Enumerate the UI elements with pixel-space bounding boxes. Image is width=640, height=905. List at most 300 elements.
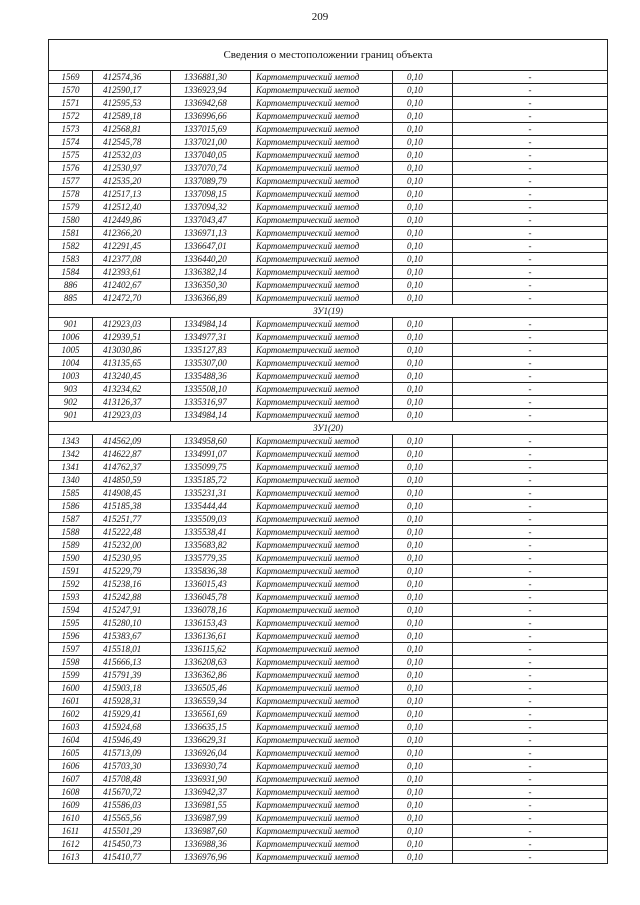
method-cell: Картометрический метод xyxy=(251,214,393,227)
point-number-cell: 1341 xyxy=(49,461,93,474)
point-number-cell: 1605 xyxy=(49,747,93,760)
precision-cell: 0,10 xyxy=(393,409,453,422)
point-number-cell: 1592 xyxy=(49,578,93,591)
precision-cell: 0,10 xyxy=(393,214,453,227)
y-coordinate-cell: 1334991,07 xyxy=(171,448,251,461)
precision-cell: 0,10 xyxy=(393,97,453,110)
point-number-cell: 1606 xyxy=(49,760,93,773)
method-cell: Картометрический метод xyxy=(251,188,393,201)
description-cell: - xyxy=(453,253,608,266)
x-coordinate-cell: 412472,70 xyxy=(93,292,171,305)
method-cell: Картометрический метод xyxy=(251,773,393,786)
y-coordinate-cell: 1337040,05 xyxy=(171,149,251,162)
y-coordinate-cell: 1336350,30 xyxy=(171,279,251,292)
y-coordinate-cell: 1337098,15 xyxy=(171,188,251,201)
method-cell: Картометрический метод xyxy=(251,292,393,305)
x-coordinate-cell: 412402,67 xyxy=(93,279,171,292)
point-number-cell: 1595 xyxy=(49,617,93,630)
table-row xyxy=(49,409,608,422)
method-cell: Картометрический метод xyxy=(251,799,393,812)
precision-cell: 0,10 xyxy=(393,71,453,84)
table-row xyxy=(49,136,608,149)
x-coordinate-cell: 415501,29 xyxy=(93,825,171,838)
table-row xyxy=(49,188,608,201)
y-coordinate-cell: 1335307,00 xyxy=(171,357,251,370)
table-row xyxy=(49,487,608,500)
x-coordinate-cell: 415929,41 xyxy=(93,708,171,721)
table-title-row xyxy=(49,40,608,71)
description-cell: - xyxy=(453,591,608,604)
method-cell: Картометрический метод xyxy=(251,513,393,526)
x-coordinate-cell: 412939,51 xyxy=(93,331,171,344)
table-row xyxy=(49,253,608,266)
description-cell: - xyxy=(453,71,608,84)
x-coordinate-cell: 413030,86 xyxy=(93,344,171,357)
description-cell: - xyxy=(453,162,608,175)
table-row xyxy=(49,591,608,604)
precision-cell: 0,10 xyxy=(393,760,453,773)
table-row xyxy=(49,318,608,331)
precision-cell: 0,10 xyxy=(393,565,453,578)
point-number-cell: 1612 xyxy=(49,838,93,851)
x-coordinate-cell: 415713,09 xyxy=(93,747,171,760)
point-number-cell: 1593 xyxy=(49,591,93,604)
description-cell: - xyxy=(453,84,608,97)
method-cell: Картометрический метод xyxy=(251,136,393,149)
point-number-cell: 1585 xyxy=(49,487,93,500)
precision-cell: 0,10 xyxy=(393,162,453,175)
table-row xyxy=(49,578,608,591)
x-coordinate-cell: 412535,20 xyxy=(93,175,171,188)
x-coordinate-cell: 412589,18 xyxy=(93,110,171,123)
point-number-cell: 1600 xyxy=(49,682,93,695)
x-coordinate-cell: 415185,38 xyxy=(93,500,171,513)
method-cell: Картометрический метод xyxy=(251,643,393,656)
precision-cell: 0,10 xyxy=(393,656,453,669)
x-coordinate-cell: 415703,30 xyxy=(93,760,171,773)
precision-cell: 0,10 xyxy=(393,136,453,149)
point-number-cell: 1582 xyxy=(49,240,93,253)
precision-cell: 0,10 xyxy=(393,539,453,552)
point-number-cell: 902 xyxy=(49,396,93,409)
y-coordinate-cell: 1335127,83 xyxy=(171,344,251,357)
point-number-cell: 903 xyxy=(49,383,93,396)
x-coordinate-cell: 415280,10 xyxy=(93,617,171,630)
y-coordinate-cell: 1336976,96 xyxy=(171,851,251,864)
point-number-cell: 1580 xyxy=(49,214,93,227)
method-cell: Картометрический метод xyxy=(251,591,393,604)
description-cell: - xyxy=(453,279,608,292)
x-coordinate-cell: 414850,59 xyxy=(93,474,171,487)
x-coordinate-cell: 412393,61 xyxy=(93,266,171,279)
table-title: Сведения о местоположении границ объекта xyxy=(49,40,608,71)
x-coordinate-cell: 415232,00 xyxy=(93,539,171,552)
table-row xyxy=(49,695,608,708)
precision-cell: 0,10 xyxy=(393,617,453,630)
point-number-cell: 1597 xyxy=(49,643,93,656)
method-cell: Картометрический метод xyxy=(251,318,393,331)
description-cell: - xyxy=(453,760,608,773)
table-row xyxy=(49,396,608,409)
y-coordinate-cell: 1336881,30 xyxy=(171,71,251,84)
description-cell: - xyxy=(453,409,608,422)
description-cell: - xyxy=(453,617,608,630)
point-number-cell: 1003 xyxy=(49,370,93,383)
method-cell: Картометрический метод xyxy=(251,253,393,266)
method-cell: Картометрический метод xyxy=(251,760,393,773)
description-cell: - xyxy=(453,266,608,279)
point-number-cell: 1586 xyxy=(49,500,93,513)
precision-cell: 0,10 xyxy=(393,240,453,253)
table-row xyxy=(49,84,608,97)
y-coordinate-cell: 1336987,99 xyxy=(171,812,251,825)
method-cell: Картометрический метод xyxy=(251,110,393,123)
x-coordinate-cell: 412568,81 xyxy=(93,123,171,136)
table-row xyxy=(49,825,608,838)
description-cell: - xyxy=(453,344,608,357)
y-coordinate-cell: 1336981,55 xyxy=(171,799,251,812)
precision-cell: 0,10 xyxy=(393,175,453,188)
y-coordinate-cell: 1335231,31 xyxy=(171,487,251,500)
description-cell: - xyxy=(453,487,608,500)
point-number-cell: 1604 xyxy=(49,734,93,747)
description-cell: - xyxy=(453,604,608,617)
section-label: ЗУ1(19) xyxy=(49,305,608,318)
table-row xyxy=(49,110,608,123)
description-cell: - xyxy=(453,188,608,201)
table-row xyxy=(49,97,608,110)
x-coordinate-cell: 415230,95 xyxy=(93,552,171,565)
table-row xyxy=(49,734,608,747)
table-row xyxy=(49,669,608,682)
description-cell: - xyxy=(453,747,608,760)
precision-cell: 0,10 xyxy=(393,747,453,760)
point-number-cell: 1611 xyxy=(49,825,93,838)
x-coordinate-cell: 413135,65 xyxy=(93,357,171,370)
x-coordinate-cell: 415247,91 xyxy=(93,604,171,617)
precision-cell: 0,10 xyxy=(393,370,453,383)
precision-cell: 0,10 xyxy=(393,500,453,513)
method-cell: Картометрический метод xyxy=(251,721,393,734)
y-coordinate-cell: 1336382,14 xyxy=(171,266,251,279)
x-coordinate-cell: 415518,01 xyxy=(93,643,171,656)
x-coordinate-cell: 415410,77 xyxy=(93,851,171,864)
y-coordinate-cell: 1336926,04 xyxy=(171,747,251,760)
method-cell: Картометрический метод xyxy=(251,695,393,708)
x-coordinate-cell: 414562,09 xyxy=(93,435,171,448)
y-coordinate-cell: 1335538,41 xyxy=(171,526,251,539)
method-cell: Картометрический метод xyxy=(251,747,393,760)
precision-cell: 0,10 xyxy=(393,266,453,279)
description-cell: - xyxy=(453,396,608,409)
method-cell: Картометрический метод xyxy=(251,331,393,344)
description-cell: - xyxy=(453,448,608,461)
table-row xyxy=(49,747,608,760)
description-cell: - xyxy=(453,435,608,448)
method-cell: Картометрический метод xyxy=(251,409,393,422)
x-coordinate-cell: 415383,67 xyxy=(93,630,171,643)
description-cell: - xyxy=(453,500,608,513)
y-coordinate-cell: 1336559,34 xyxy=(171,695,251,708)
point-number-cell: 1006 xyxy=(49,331,93,344)
method-cell: Картометрический метод xyxy=(251,669,393,682)
precision-cell: 0,10 xyxy=(393,812,453,825)
point-number-cell: 1573 xyxy=(49,123,93,136)
table-row xyxy=(49,370,608,383)
point-number-cell: 1581 xyxy=(49,227,93,240)
point-number-cell: 1578 xyxy=(49,188,93,201)
method-cell: Картометрический метод xyxy=(251,838,393,851)
precision-cell: 0,10 xyxy=(393,201,453,214)
x-coordinate-cell: 412530,97 xyxy=(93,162,171,175)
x-coordinate-cell: 415670,72 xyxy=(93,786,171,799)
table-row xyxy=(49,201,608,214)
description-cell: - xyxy=(453,461,608,474)
x-coordinate-cell: 415791,39 xyxy=(93,669,171,682)
description-cell: - xyxy=(453,175,608,188)
point-number-cell: 1579 xyxy=(49,201,93,214)
x-coordinate-cell: 415251,77 xyxy=(93,513,171,526)
method-cell: Картометрический метод xyxy=(251,461,393,474)
precision-cell: 0,10 xyxy=(393,84,453,97)
precision-cell: 0,10 xyxy=(393,578,453,591)
description-cell: - xyxy=(453,214,608,227)
table-row xyxy=(49,526,608,539)
y-coordinate-cell: 1336136,61 xyxy=(171,630,251,643)
point-number-cell: 1607 xyxy=(49,773,93,786)
boundary-coordinates-table xyxy=(48,39,608,864)
method-cell: Картометрический метод xyxy=(251,578,393,591)
description-cell: - xyxy=(453,734,608,747)
y-coordinate-cell: 1335683,82 xyxy=(171,539,251,552)
method-cell: Картометрический метод xyxy=(251,279,393,292)
method-cell: Картометрический метод xyxy=(251,149,393,162)
y-coordinate-cell: 1336115,62 xyxy=(171,643,251,656)
description-cell: - xyxy=(453,526,608,539)
description-cell: - xyxy=(453,682,608,695)
point-number-cell: 1343 xyxy=(49,435,93,448)
point-number-cell: 901 xyxy=(49,318,93,331)
x-coordinate-cell: 415450,73 xyxy=(93,838,171,851)
point-number-cell: 901 xyxy=(49,409,93,422)
x-coordinate-cell: 413234,62 xyxy=(93,383,171,396)
table-row xyxy=(49,383,608,396)
table-row xyxy=(49,123,608,136)
method-cell: Картометрический метод xyxy=(251,617,393,630)
point-number-cell: 1577 xyxy=(49,175,93,188)
method-cell: Картометрический метод xyxy=(251,448,393,461)
point-number-cell: 885 xyxy=(49,292,93,305)
y-coordinate-cell: 1336629,31 xyxy=(171,734,251,747)
method-cell: Картометрический метод xyxy=(251,825,393,838)
x-coordinate-cell: 415928,31 xyxy=(93,695,171,708)
point-number-cell: 1340 xyxy=(49,474,93,487)
precision-cell: 0,10 xyxy=(393,279,453,292)
method-cell: Картометрический метод xyxy=(251,487,393,500)
method-cell: Картометрический метод xyxy=(251,552,393,565)
precision-cell: 0,10 xyxy=(393,149,453,162)
point-number-cell: 1569 xyxy=(49,71,93,84)
precision-cell: 0,10 xyxy=(393,110,453,123)
precision-cell: 0,10 xyxy=(393,604,453,617)
point-number-cell: 1590 xyxy=(49,552,93,565)
y-coordinate-cell: 1335836,38 xyxy=(171,565,251,578)
precision-cell: 0,10 xyxy=(393,708,453,721)
precision-cell: 0,10 xyxy=(393,643,453,656)
table-row xyxy=(49,331,608,344)
table-row xyxy=(49,773,608,786)
precision-cell: 0,10 xyxy=(393,383,453,396)
precision-cell: 0,10 xyxy=(393,838,453,851)
table-row xyxy=(49,500,608,513)
table-row xyxy=(49,760,608,773)
table-row xyxy=(49,799,608,812)
y-coordinate-cell: 1334984,14 xyxy=(171,318,251,331)
point-number-cell: 1572 xyxy=(49,110,93,123)
x-coordinate-cell: 415222,48 xyxy=(93,526,171,539)
x-coordinate-cell: 415565,56 xyxy=(93,812,171,825)
method-cell: Картометрический метод xyxy=(251,357,393,370)
precision-cell: 0,10 xyxy=(393,396,453,409)
description-cell: - xyxy=(453,292,608,305)
section-label: ЗУ1(20) xyxy=(49,422,608,435)
table-row xyxy=(49,175,608,188)
y-coordinate-cell: 1336635,15 xyxy=(171,721,251,734)
x-coordinate-cell: 412291,45 xyxy=(93,240,171,253)
point-number-cell: 1571 xyxy=(49,97,93,110)
y-coordinate-cell: 1336208,63 xyxy=(171,656,251,669)
point-number-cell: 1596 xyxy=(49,630,93,643)
description-cell: - xyxy=(453,656,608,669)
x-coordinate-cell: 413240,45 xyxy=(93,370,171,383)
y-coordinate-cell: 1335508,10 xyxy=(171,383,251,396)
table-row xyxy=(49,838,608,851)
precision-cell: 0,10 xyxy=(393,435,453,448)
description-cell: - xyxy=(453,123,608,136)
description-cell: - xyxy=(453,669,608,682)
precision-cell: 0,10 xyxy=(393,253,453,266)
x-coordinate-cell: 414622,87 xyxy=(93,448,171,461)
precision-cell: 0,10 xyxy=(393,513,453,526)
y-coordinate-cell: 1336930,74 xyxy=(171,760,251,773)
method-cell: Картометрический метод xyxy=(251,812,393,825)
y-coordinate-cell: 1337043,47 xyxy=(171,214,251,227)
y-coordinate-cell: 1337070,74 xyxy=(171,162,251,175)
precision-cell: 0,10 xyxy=(393,526,453,539)
description-cell: - xyxy=(453,240,608,253)
x-coordinate-cell: 412512,40 xyxy=(93,201,171,214)
x-coordinate-cell: 415946,49 xyxy=(93,734,171,747)
y-coordinate-cell: 1336988,36 xyxy=(171,838,251,851)
description-cell: - xyxy=(453,370,608,383)
table-body xyxy=(49,40,608,864)
precision-cell: 0,10 xyxy=(393,591,453,604)
point-number-cell: 1004 xyxy=(49,357,93,370)
point-number-cell: 1342 xyxy=(49,448,93,461)
y-coordinate-cell: 1336153,43 xyxy=(171,617,251,630)
method-cell: Картометрический метод xyxy=(251,604,393,617)
y-coordinate-cell: 1336561,69 xyxy=(171,708,251,721)
method-cell: Картометрический метод xyxy=(251,175,393,188)
method-cell: Картометрический метод xyxy=(251,786,393,799)
point-number-cell: 1594 xyxy=(49,604,93,617)
y-coordinate-cell: 1335779,35 xyxy=(171,552,251,565)
table-row xyxy=(49,643,608,656)
table-row xyxy=(49,682,608,695)
precision-cell: 0,10 xyxy=(393,487,453,500)
y-coordinate-cell: 1336987,60 xyxy=(171,825,251,838)
description-cell: - xyxy=(453,513,608,526)
method-cell: Картометрический метод xyxy=(251,97,393,110)
table-row xyxy=(49,812,608,825)
x-coordinate-cell: 412574,36 xyxy=(93,71,171,84)
description-cell: - xyxy=(453,721,608,734)
method-cell: Картометрический метод xyxy=(251,240,393,253)
point-number-cell: 1587 xyxy=(49,513,93,526)
precision-cell: 0,10 xyxy=(393,188,453,201)
precision-cell: 0,10 xyxy=(393,331,453,344)
table-row xyxy=(49,279,608,292)
precision-cell: 0,10 xyxy=(393,318,453,331)
description-cell: - xyxy=(453,201,608,214)
y-coordinate-cell: 1336996,66 xyxy=(171,110,251,123)
table-row xyxy=(49,71,608,84)
table-row xyxy=(49,604,608,617)
method-cell: Картометрический метод xyxy=(251,344,393,357)
y-coordinate-cell: 1334977,31 xyxy=(171,331,251,344)
description-cell: - xyxy=(453,773,608,786)
precision-cell: 0,10 xyxy=(393,734,453,747)
method-cell: Картометрический метод xyxy=(251,370,393,383)
point-number-cell: 1583 xyxy=(49,253,93,266)
x-coordinate-cell: 415666,13 xyxy=(93,656,171,669)
table-row xyxy=(49,851,608,864)
point-number-cell: 1610 xyxy=(49,812,93,825)
precision-cell: 0,10 xyxy=(393,461,453,474)
section-header-row xyxy=(49,422,608,435)
point-number-cell: 1613 xyxy=(49,851,93,864)
table-row xyxy=(49,474,608,487)
y-coordinate-cell: 1335444,44 xyxy=(171,500,251,513)
method-cell: Картометрический метод xyxy=(251,851,393,864)
table-row xyxy=(49,435,608,448)
x-coordinate-cell: 412449,86 xyxy=(93,214,171,227)
y-coordinate-cell: 1335316,97 xyxy=(171,396,251,409)
point-number-cell: 1603 xyxy=(49,721,93,734)
method-cell: Картометрический метод xyxy=(251,266,393,279)
description-cell: - xyxy=(453,812,608,825)
description-cell: - xyxy=(453,786,608,799)
section-header-row xyxy=(49,305,608,318)
x-coordinate-cell: 412595,53 xyxy=(93,97,171,110)
description-cell: - xyxy=(453,630,608,643)
y-coordinate-cell: 1336366,89 xyxy=(171,292,251,305)
table-row xyxy=(49,162,608,175)
x-coordinate-cell: 414908,45 xyxy=(93,487,171,500)
x-coordinate-cell: 412590,17 xyxy=(93,84,171,97)
method-cell: Картометрический метод xyxy=(251,227,393,240)
y-coordinate-cell: 1337015,69 xyxy=(171,123,251,136)
y-coordinate-cell: 1335099,75 xyxy=(171,461,251,474)
method-cell: Картометрический метод xyxy=(251,526,393,539)
table-row xyxy=(49,266,608,279)
x-coordinate-cell: 412923,03 xyxy=(93,318,171,331)
description-cell: - xyxy=(453,136,608,149)
description-cell: - xyxy=(453,97,608,110)
y-coordinate-cell: 1336942,68 xyxy=(171,97,251,110)
method-cell: Картометрический метод xyxy=(251,630,393,643)
description-cell: - xyxy=(453,838,608,851)
